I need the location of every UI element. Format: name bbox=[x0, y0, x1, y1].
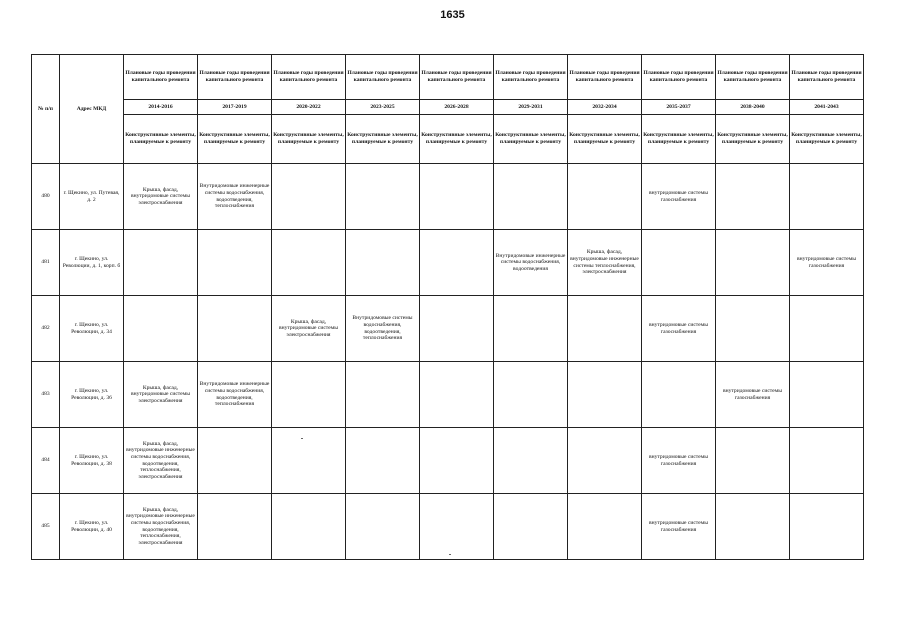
header-period-elements: Конструктивные элементы, планируемые к ремонту bbox=[790, 115, 864, 164]
repair-elements-cell bbox=[420, 428, 494, 494]
repair-elements-cell bbox=[716, 230, 790, 296]
table-row bbox=[32, 230, 864, 296]
repair-elements-cell: Крыша, фасад, внутридомовые системы электроснабжения bbox=[272, 296, 346, 362]
header-period-years: 2026-2028 bbox=[420, 100, 494, 115]
header-period-years: 2032-2034 bbox=[568, 100, 642, 115]
header-period-years: 2029-2031 bbox=[494, 100, 568, 115]
repair-elements-cell bbox=[568, 164, 642, 230]
repair-elements-cell bbox=[790, 362, 864, 428]
repair-elements-cell bbox=[420, 362, 494, 428]
table-row bbox=[32, 296, 864, 362]
repair-elements-cell bbox=[420, 296, 494, 362]
repair-elements-cell bbox=[346, 428, 420, 494]
repair-elements-cell bbox=[790, 428, 864, 494]
row-address: г. Щекино, ул. Революции, д. 38 bbox=[60, 428, 124, 494]
repair-elements-cell bbox=[272, 494, 346, 560]
repair-elements-cell: Внутридомовые системы водоснабжения, водоотведения, теплоснабжения bbox=[346, 296, 420, 362]
header-number: № п/п bbox=[32, 55, 60, 164]
header-period-title: Плановые годы проведения капитального ремонта bbox=[420, 55, 494, 100]
repair-elements-cell bbox=[568, 362, 642, 428]
row-number: 480 bbox=[32, 164, 60, 230]
repair-elements-cell bbox=[494, 494, 568, 560]
repair-elements-cell bbox=[346, 164, 420, 230]
repair-elements-cell bbox=[790, 164, 864, 230]
repair-elements-cell bbox=[272, 428, 346, 494]
header-period-title: Плановые годы проведения капитального ремонта bbox=[198, 55, 272, 100]
scan-speck bbox=[449, 554, 451, 555]
row-number: 484 bbox=[32, 428, 60, 494]
repair-elements-cell: внутридомовые системы газоснабжения bbox=[642, 296, 716, 362]
repair-elements-cell: внутридомовые системы газоснабжения bbox=[790, 230, 864, 296]
repair-elements-cell bbox=[568, 494, 642, 560]
repair-elements-cell: внутридомовые системы газоснабжения bbox=[642, 494, 716, 560]
row-address: г. Щекино, ул. Революции, д. 34 bbox=[60, 296, 124, 362]
header-period-title: Плановые годы проведения капитального ремонта bbox=[568, 55, 642, 100]
repair-elements-cell bbox=[790, 494, 864, 560]
repair-elements-cell bbox=[124, 296, 198, 362]
header-period-years: 2020-2022 bbox=[272, 100, 346, 115]
repair-elements-cell: Внутридомовые инженерные системы водоснабжения, водоотведения bbox=[494, 230, 568, 296]
repair-elements-cell: Крыша, фасад, внутридомовые системы электроснабжения bbox=[124, 164, 198, 230]
repair-elements-cell bbox=[716, 164, 790, 230]
row-address: г. Щекино, ул. Революции, д. 36 bbox=[60, 362, 124, 428]
repair-elements-cell bbox=[420, 494, 494, 560]
repair-elements-cell bbox=[568, 296, 642, 362]
header-period-title: Плановые годы проведения капитального ремонта bbox=[124, 55, 198, 100]
repair-elements-cell bbox=[494, 164, 568, 230]
repair-elements-cell: Крыша, фасад, внутридомовые инженерные системы водоснабжения, водоотведения, теплоснабжения, электроснабжения bbox=[124, 428, 198, 494]
repair-elements-cell: Крыша, фасад, внутридомовые системы электроснабжения bbox=[124, 362, 198, 428]
repair-elements-cell bbox=[642, 362, 716, 428]
header-period-title: Плановые годы проведения капитального ремонта bbox=[494, 55, 568, 100]
repair-elements-cell: Внутридомовые инженерные системы водоснабжения, водоотведения, теплоснабжения bbox=[198, 164, 272, 230]
table-row bbox=[32, 164, 864, 230]
repair-elements-cell bbox=[716, 494, 790, 560]
repair-elements-cell bbox=[420, 164, 494, 230]
repair-elements-cell bbox=[568, 428, 642, 494]
repair-elements-cell bbox=[346, 230, 420, 296]
repair-elements-cell bbox=[198, 230, 272, 296]
scan-speck bbox=[301, 438, 303, 439]
repair-elements-cell bbox=[272, 164, 346, 230]
header-period-title: Плановые годы проведения капитального ремонта bbox=[346, 55, 420, 100]
row-address: г. Щекино, ул. Революции, д. 1, корп. б bbox=[60, 230, 124, 296]
repair-elements-cell: Внутридомовые инженерные системы водоснабжения, водоотведения, теплоснабжения bbox=[198, 362, 272, 428]
repair-elements-cell: Крыша, фасад, внутридомовые инженерные системы водоснабжения, водоотведения, теплоснабжения, электроснабжения bbox=[124, 494, 198, 560]
header-period-elements: Конструктивные элементы, планируемые к ремонту bbox=[420, 115, 494, 164]
header-period-elements: Конструктивные элементы, планируемые к ремонту bbox=[716, 115, 790, 164]
repair-elements-cell bbox=[124, 230, 198, 296]
repair-elements-cell bbox=[716, 296, 790, 362]
header-period-title: Плановые годы проведения капитального ремонта bbox=[642, 55, 716, 100]
header-period-years: 2023-2025 bbox=[346, 100, 420, 115]
header-address: Адрес МКД bbox=[60, 55, 124, 164]
repair-elements-cell bbox=[716, 428, 790, 494]
repair-elements-cell: внутридомовые системы газоснабжения bbox=[642, 428, 716, 494]
row-number: 485 bbox=[32, 494, 60, 560]
row-address: г. Щекино, ул. Путевая, д. 2 bbox=[60, 164, 124, 230]
repair-elements-cell bbox=[494, 428, 568, 494]
header-period-years: 2038-2040 bbox=[716, 100, 790, 115]
table-header bbox=[32, 55, 864, 164]
repair-elements-cell bbox=[494, 362, 568, 428]
repair-elements-cell bbox=[494, 296, 568, 362]
row-address: г. Щекино, ул. Революции, д. 40 bbox=[60, 494, 124, 560]
header-period-elements: Конструктивные элементы, планируемые к ремонту bbox=[198, 115, 272, 164]
header-period-elements: Конструктивные элементы, планируемые к ремонту bbox=[494, 115, 568, 164]
header-period-elements: Конструктивные элементы, планируемые к ремонту bbox=[346, 115, 420, 164]
header-period-title: Плановые годы проведения капитального ремонта bbox=[272, 55, 346, 100]
header-period-years: 2041-2043 bbox=[790, 100, 864, 115]
table-row bbox=[32, 362, 864, 428]
repair-elements-cell bbox=[272, 230, 346, 296]
repair-elements-cell: Крыша, фасад, внутридомовые инженерные системы теплоснабжения, электроснабжения bbox=[568, 230, 642, 296]
repair-elements-cell bbox=[642, 230, 716, 296]
repair-elements-cell bbox=[198, 296, 272, 362]
row-number: 482 bbox=[32, 296, 60, 362]
table-row bbox=[32, 428, 864, 494]
repair-elements-cell bbox=[198, 428, 272, 494]
header-period-elements: Конструктивные элементы, планируемые к ремонту bbox=[272, 115, 346, 164]
header-period-years: 2014-2016 bbox=[124, 100, 198, 115]
repair-elements-cell bbox=[346, 362, 420, 428]
repair-elements-cell bbox=[420, 230, 494, 296]
header-period-elements: Конструктивные элементы, планируемые к ремонту bbox=[642, 115, 716, 164]
repair-elements-cell bbox=[346, 494, 420, 560]
repair-elements-cell bbox=[790, 296, 864, 362]
table-row bbox=[32, 494, 864, 560]
header-period-years: 2035-2037 bbox=[642, 100, 716, 115]
header-period-title: Плановые годы проведения капитального ремонта bbox=[790, 55, 864, 100]
repair-elements-cell bbox=[272, 362, 346, 428]
header-period-years: 2017-2019 bbox=[198, 100, 272, 115]
capital-repair-table bbox=[31, 54, 864, 560]
repair-elements-cell: внутридомовые системы газоснабжения bbox=[716, 362, 790, 428]
header-period-elements: Конструктивные элементы, планируемые к ремонту bbox=[124, 115, 198, 164]
repair-elements-cell bbox=[198, 494, 272, 560]
header-period-title: Плановые годы проведения капитального ремонта bbox=[716, 55, 790, 100]
repair-elements-cell: внутридомовые системы газоснабжения bbox=[642, 164, 716, 230]
row-number: 481 bbox=[32, 230, 60, 296]
row-number: 483 bbox=[32, 362, 60, 428]
table-body bbox=[32, 164, 864, 560]
page-number: 1635 bbox=[440, 9, 465, 21]
header-period-elements: Конструктивные элементы, планируемые к ремонту bbox=[568, 115, 642, 164]
